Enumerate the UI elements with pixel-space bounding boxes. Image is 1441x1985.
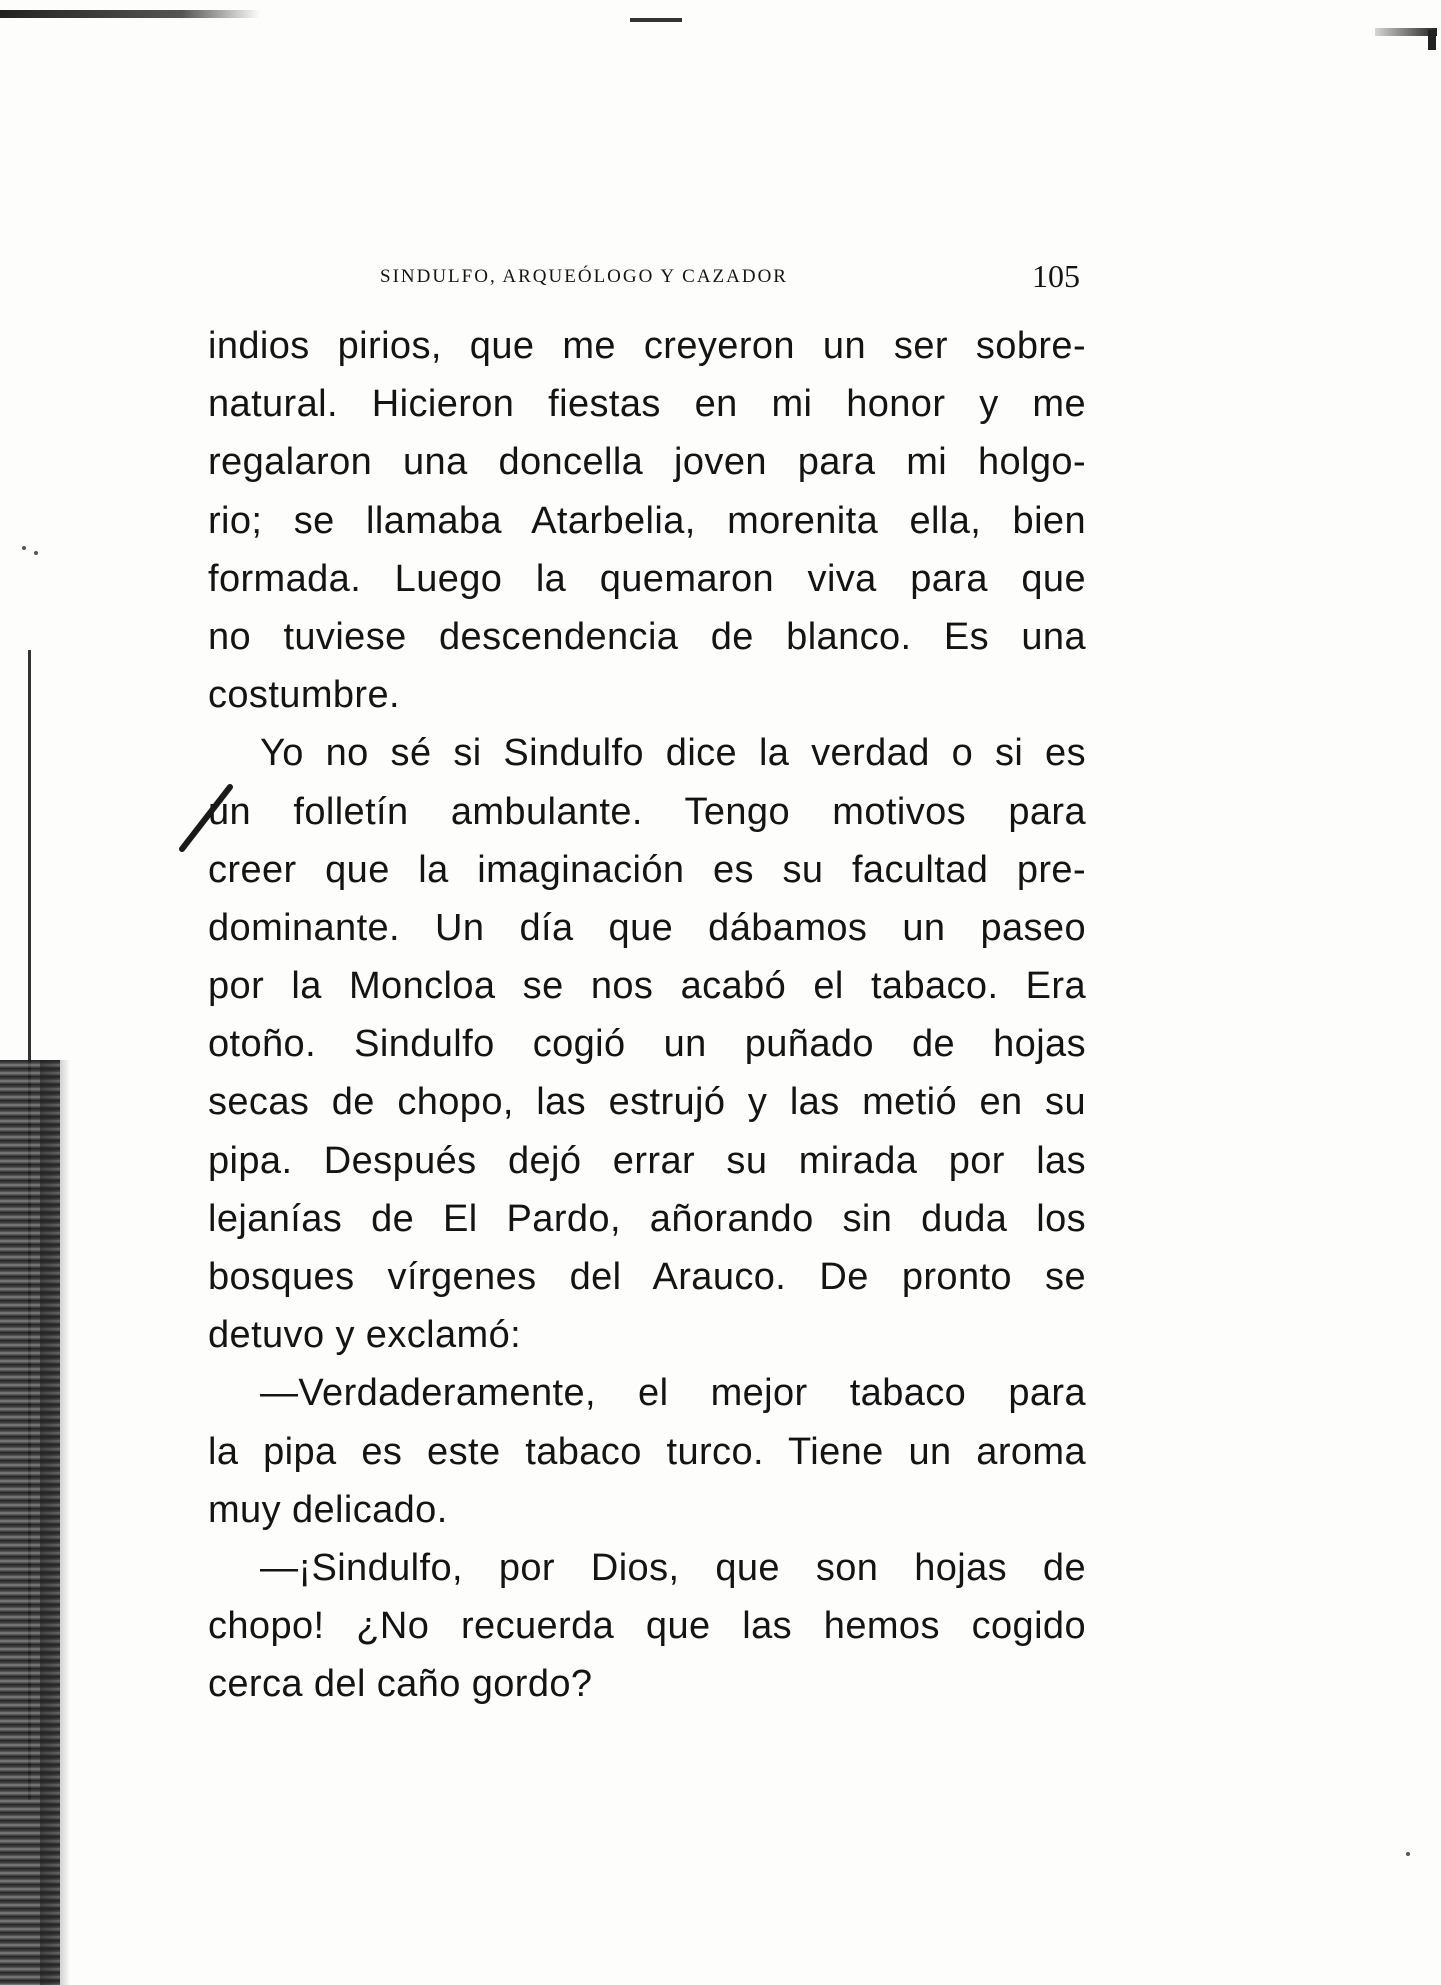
scan-artifact-left-edge-fade	[40, 1060, 70, 1985]
page-number: 105	[1032, 258, 1080, 294]
text-line: bosques vírgenes del Arauco. De pronto se	[208, 1256, 1086, 1298]
scan-artifact-top-left	[0, 10, 260, 18]
text-line: otoño. Sindulfo cogió un puñado de hojas	[208, 1023, 1086, 1066]
text-line: pipa. Después dejó errar su mirada por las	[208, 1139, 1086, 1182]
text-line: no tuviese descendencia de blanco. Es una	[208, 615, 1086, 658]
scan-artifact-top-center	[630, 18, 682, 22]
text-line: Yo no sé si Sindulfo dice la verdad o si es	[260, 732, 1086, 775]
scan-dust	[34, 551, 38, 555]
scan-artifact-top-right-tick	[1428, 30, 1436, 50]
text-line: indios pirios, que me creyeron un ser sobre-	[208, 325, 1086, 367]
text-line: formada. Luego la quemaron viva para que	[208, 557, 1086, 600]
text-line: chopo! ¿No recuerda que las hemos cogido	[208, 1605, 1086, 1648]
text-line: costumbre.	[208, 674, 400, 717]
scan-dust	[22, 546, 26, 550]
scan-dust	[1406, 1852, 1410, 1856]
text-line: regalaron una doncella joven para mi holgo-	[208, 441, 1086, 484]
text-line: natural. Hicieron fiestas en mi honor y me	[208, 383, 1086, 426]
body-text	[208, 317, 1086, 1714]
text-line: —¡Sindulfo, por Dios, que son hojas de	[260, 1546, 1086, 1589]
text-line: la pipa es este tabaco turco. Tiene un aroma	[208, 1430, 1086, 1473]
pencil-slash-mark	[178, 783, 238, 853]
text-line: muy delicado.	[208, 1488, 448, 1531]
text-line: rio; se llamaba Atarbelia, morenita ella, bien	[208, 499, 1086, 542]
text-line: detuvo y exclamó:	[208, 1314, 522, 1357]
text-line: secas de chopo, las estrujó y las metió en su	[208, 1081, 1086, 1124]
running-head	[380, 258, 1080, 298]
text-line: creer que la imaginación es su facultad pre-	[208, 848, 1086, 891]
text-line: lejanías de El Pardo, añorando sin duda los	[208, 1197, 1086, 1240]
text-line: dominante. Un día que dábamos un paseo	[208, 906, 1086, 949]
text-line: cerca del caño gordo?	[208, 1663, 593, 1706]
text-line: un folletín ambulante. Tengo motivos para	[208, 790, 1086, 833]
text-line: —Verdaderamente, el mejor tabaco para	[260, 1372, 1086, 1415]
text-line: por la Moncloa se nos acabó el tabaco. Era	[208, 965, 1086, 1008]
running-head-title: SINDULFO, ARQUEÓLOGO Y CAZADOR	[380, 266, 788, 287]
